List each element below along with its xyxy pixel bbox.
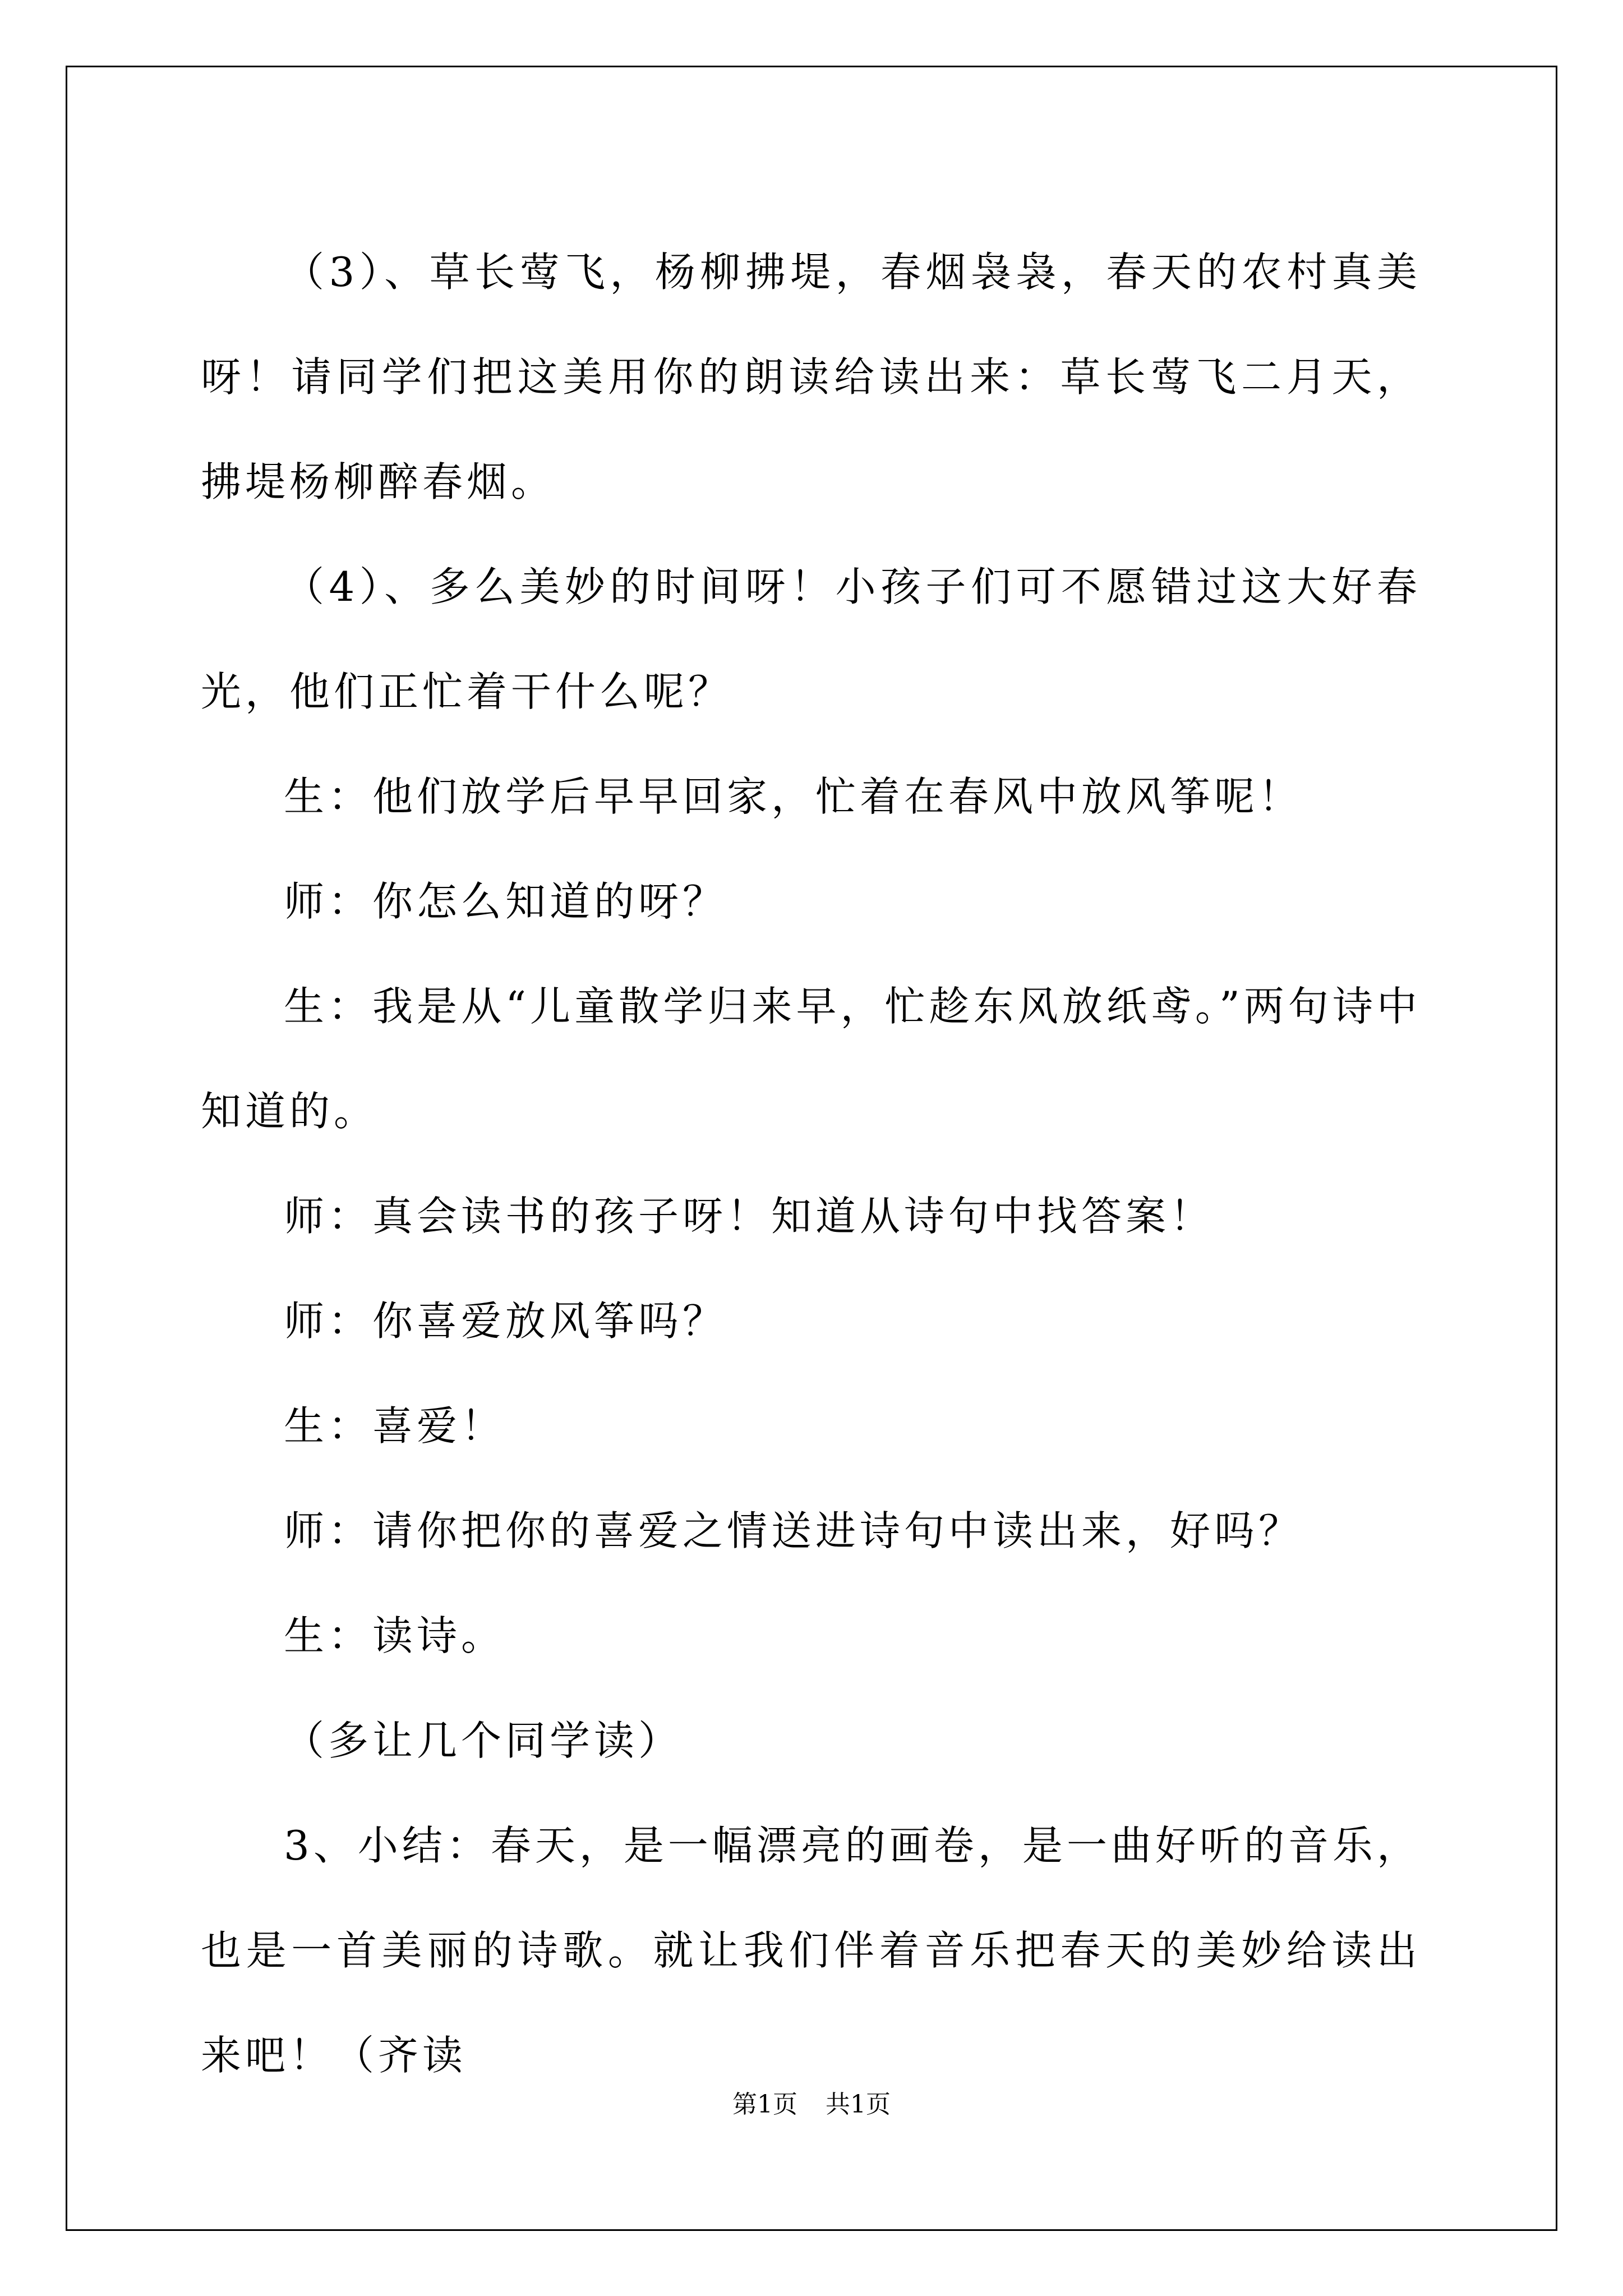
summary-paragraph: 3、小结：春天，是一幅漂亮的画卷，是一曲好听的音乐，也是一首美丽的诗歌。就让我们伴着音乐把春天的美妙给读出来吧！（齐读 <box>201 1822 1421 2079</box>
page-number-total: 共1页 <box>826 2090 891 2119</box>
dialogue-teacher-read-aloud: 师：请你把你的喜爱之情送进诗句中读出来，好吗？ <box>284 1507 1303 1554</box>
dialogue-student-kites: 生：他们放学后早早回家，忙着在春风中放风筝呢！ <box>284 773 1303 820</box>
dialogue-student-reads: 生：读诗。 <box>284 1612 506 1659</box>
dialogue-teacher-like-kites: 师：你喜爱放风筝吗？ <box>284 1297 727 1345</box>
dialogue-student-like: 生：喜爱！ <box>284 1402 506 1450</box>
dialogue-teacher-how-know: 师：你怎么知道的呀？ <box>284 878 727 925</box>
dialogue-teacher-praise: 师：真会读书的孩子呀！知道从诗句中找答案！ <box>284 1193 1215 1240</box>
note-more-students-read: （多让几个同学读） <box>284 1717 683 1764</box>
page-footer <box>0 2088 1623 2122</box>
document-body <box>201 220 1421 2108</box>
paragraph-4-children: （4）、多么美妙的时间呀！小孩子们可不愿错过这大好春光，他们正忙着干什么呢？ <box>201 563 1421 715</box>
paragraph-3-scene: （3）、草长莺飞，杨柳拂堤，春烟袅袅，春天的农村真美呀！请同学们把这美用你的朗读给读出来：草长莺飞二月天，拂堤杨柳醉春烟。 <box>201 249 1421 505</box>
dialogue-student-poem-lines: 生：我是从“儿童散学归来早，忙趁东风放纸鸢。”两句诗中知道的。 <box>201 983 1421 1135</box>
page-number-current: 第1页 <box>732 2090 797 2119</box>
